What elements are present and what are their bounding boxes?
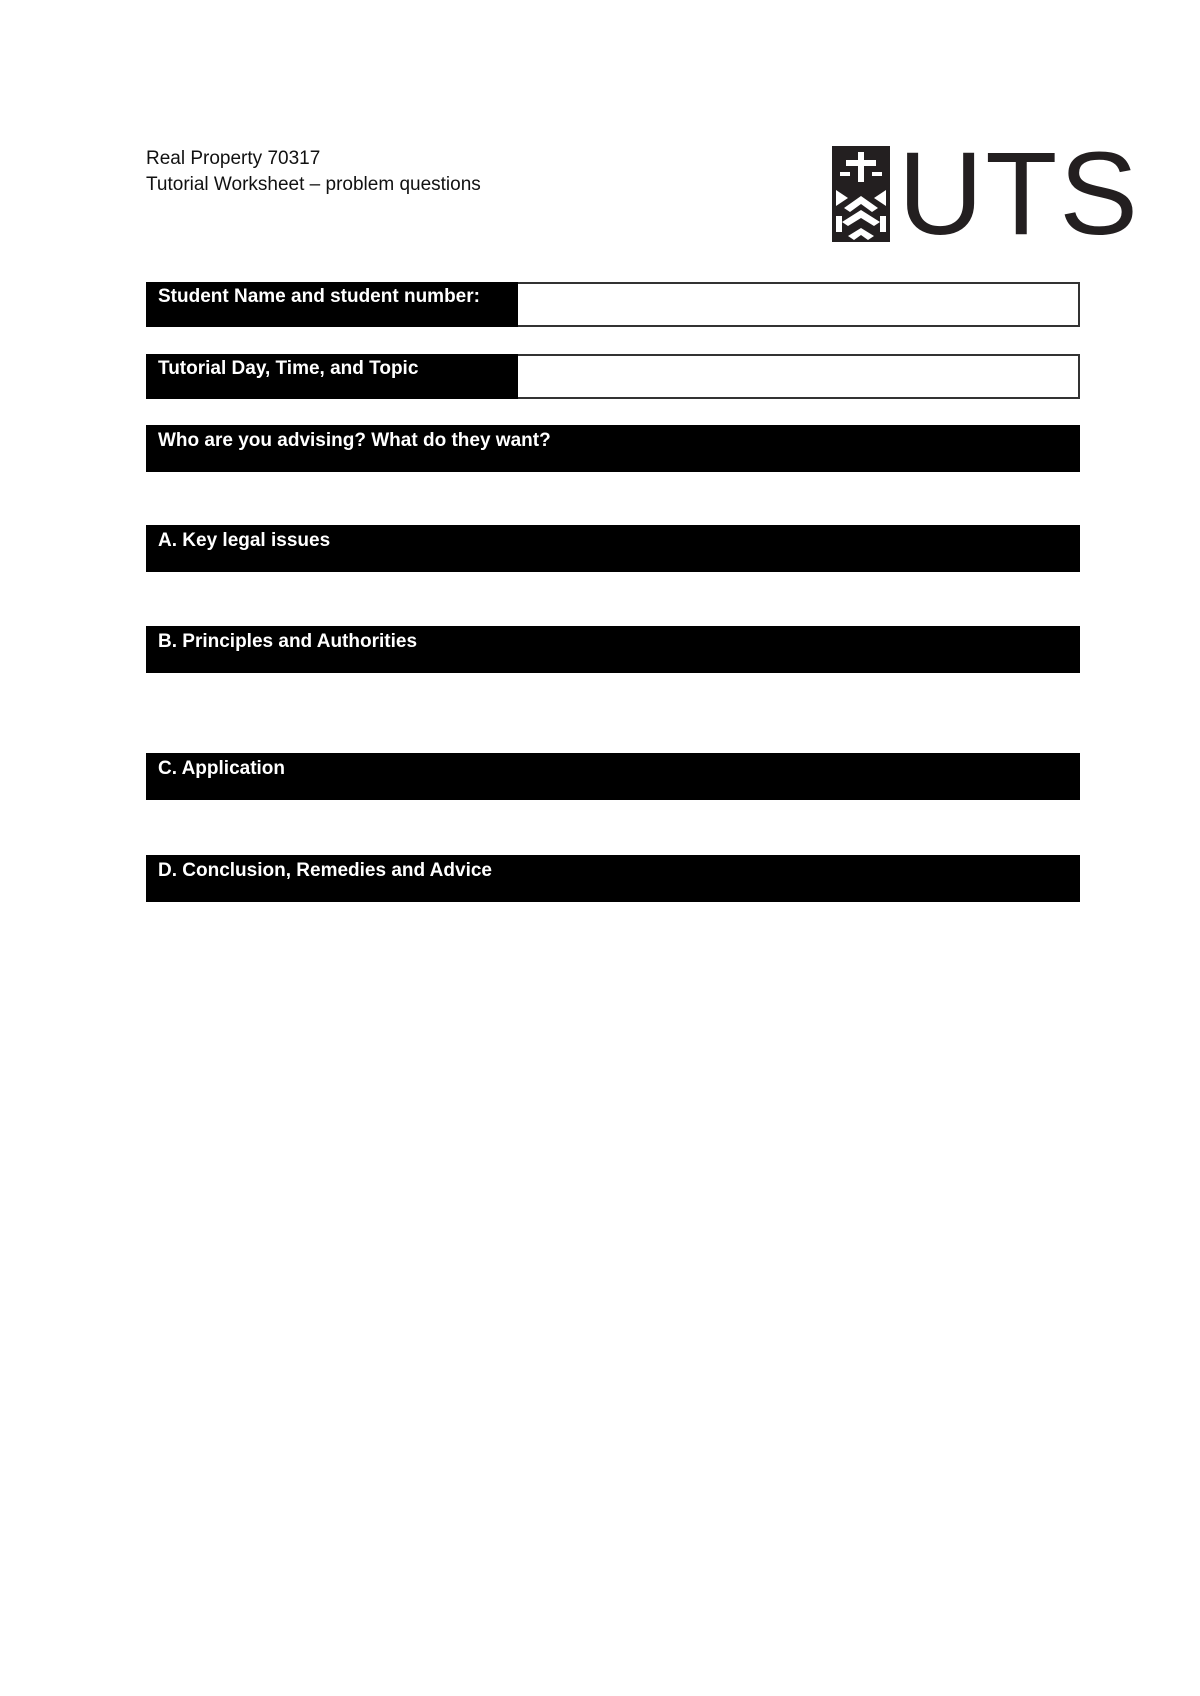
uts-logo <box>832 128 1140 260</box>
course-header <box>146 146 481 198</box>
student-field-row <box>146 282 1080 327</box>
section-principles-authorities: B. Principles and Authorities <box>146 626 1080 673</box>
course-title: Real Property 70317 <box>146 148 321 169</box>
student-name-number-input[interactable] <box>518 282 1080 327</box>
tutorial-field-label: Tutorial Day, Time, and Topic <box>146 354 518 399</box>
section-key-legal-issues: A. Key legal issues <box>146 525 1080 572</box>
section-application: C. Application <box>146 753 1080 800</box>
student-field-label: Student Name and student number: <box>146 282 518 327</box>
worksheet-title: Tutorial Worksheet – problem questions <box>146 174 481 195</box>
tutorial-field-row <box>146 354 1080 399</box>
section-conclusion-remedies-advice: D. Conclusion, Remedies and Advice <box>146 855 1080 902</box>
uts-crest-icon <box>832 146 890 242</box>
section-advising: Who are you advising? What do they want? <box>146 425 1080 472</box>
tutorial-day-time-topic-input[interactable] <box>518 354 1080 399</box>
uts-wordmark: UTS <box>898 128 1140 260</box>
